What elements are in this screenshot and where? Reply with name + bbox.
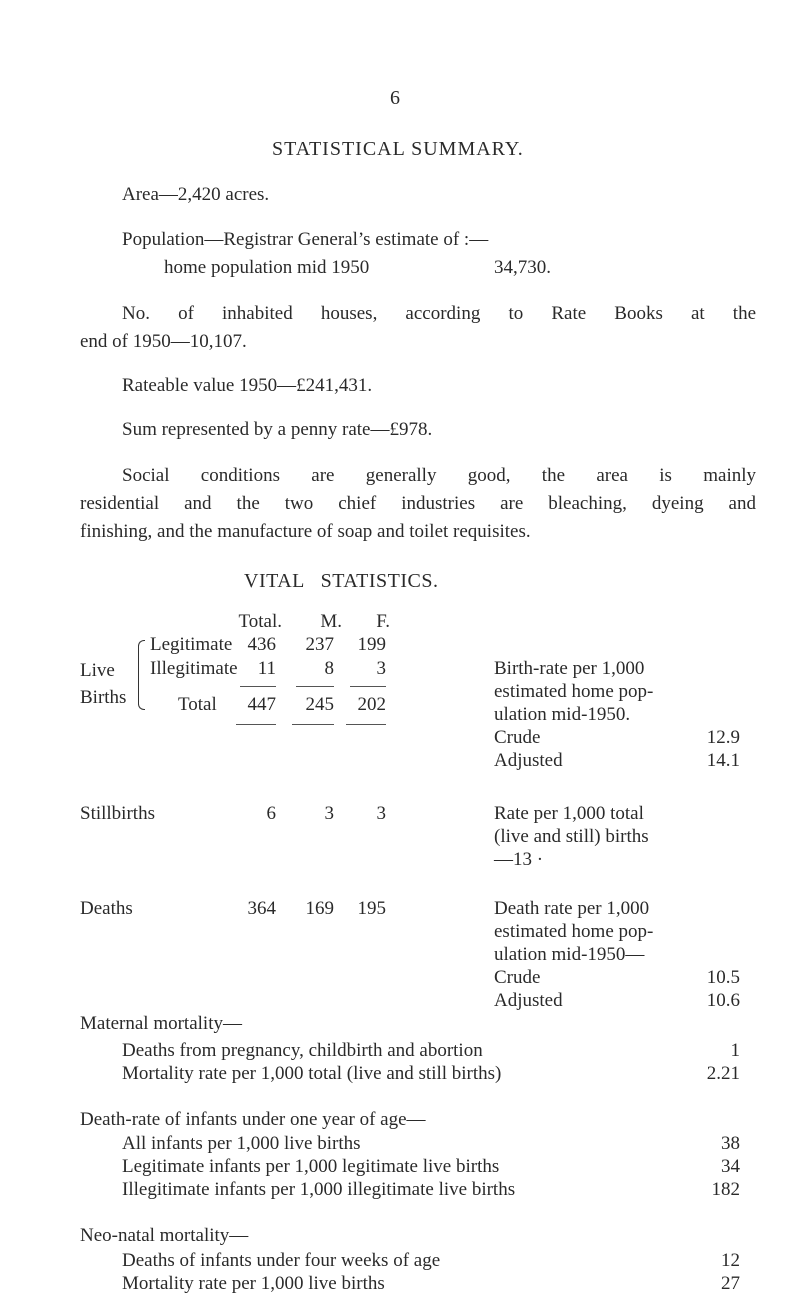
maternal-row-label: Deaths from pregnancy, childbirth and abortion (122, 1040, 483, 1061)
vital-statistics-title: VITAL STATISTICS. (244, 570, 439, 592)
houses-line-2: end of 1950—10,107. (80, 331, 247, 352)
stillbirth-rate-line-2: (live and still) births (494, 826, 649, 847)
birth-adjusted-value: 14.1 (706, 750, 740, 771)
population-value: 34,730. (494, 257, 551, 278)
birth-crude-value: 12.9 (706, 727, 740, 748)
infant-row-label: Legitimate infants per 1,000 legitimate live births (122, 1156, 500, 1177)
death-adjusted-value: 10.6 (706, 990, 740, 1011)
infant-row-value: 38 (721, 1133, 740, 1154)
divider (292, 724, 334, 725)
infant-heading: Death-rate of infants under one year of age— (80, 1109, 426, 1130)
infant-row-label: Illegitimate infants per 1,000 illegitimate live births (122, 1179, 516, 1200)
neonatal-row-value: 27 (721, 1273, 740, 1294)
deaths-total: 364 (247, 898, 276, 919)
birth-rate-line-1: Birth-rate per 1,000 (494, 658, 645, 679)
legitimate-label: Legitimate (150, 634, 233, 655)
neonatal-row-value: 12 (721, 1250, 740, 1271)
illegitimate-total: 11 (257, 658, 276, 679)
deaths-female: 195 (357, 898, 386, 919)
stillbirths-male: 3 (324, 803, 334, 824)
stillbirths-female: 3 (376, 803, 386, 824)
stillbirth-rate-line-3: —13 · (494, 849, 544, 870)
neonatal-heading: Neo-natal mortality— (80, 1225, 249, 1246)
infant-row-value: 182 (711, 1179, 740, 1200)
population-line-1: Population—Registrar General’s estimate of :— (122, 229, 489, 250)
stillbirths-total: 6 (266, 803, 276, 824)
deaths-label: Deaths (80, 898, 133, 919)
legitimate-female: 199 (357, 634, 386, 655)
header-female: F. (376, 611, 390, 632)
death-adjusted-label: Adjusted (494, 990, 563, 1011)
infant-row-value: 34 (721, 1156, 740, 1177)
legitimate-male: 237 (305, 634, 334, 655)
divider (236, 724, 276, 725)
illegitimate-female: 3 (376, 658, 386, 679)
area-line: Area—2,420 acres. (122, 184, 270, 205)
birth-adjusted-label: Adjusted (494, 750, 563, 771)
header-male: M. (320, 611, 342, 632)
maternal-row-value: 2.21 (706, 1063, 740, 1084)
page-number: 6 (390, 87, 400, 109)
header-total: Total. (238, 611, 282, 632)
rateable-value-line: Rateable value 1950—£241,431. (122, 375, 373, 396)
births-total-female: 202 (357, 694, 386, 715)
maternal-row-label: Mortality rate per 1,000 total (live and still births) (122, 1063, 502, 1084)
houses-line-1: No. of inhabited houses, according to Rate Books at the (122, 303, 756, 324)
legitimate-total: 436 (247, 634, 276, 655)
maternal-row-value: 1 (730, 1040, 740, 1061)
death-crude-label: Crude (494, 967, 541, 988)
social-line-2: residential and the two chief industries are bleaching, dyeing and (80, 493, 756, 514)
illegitimate-male: 8 (324, 658, 334, 679)
page-title: STATISTICAL SUMMARY. (272, 138, 524, 160)
death-rate-line-2: estimated home pop- (494, 921, 654, 942)
live-births-label-2: Births (80, 687, 127, 708)
social-line-1: Social conditions are generally good, the area is mainly (122, 465, 756, 486)
stillbirth-rate-line-1: Rate per 1,000 total (494, 803, 644, 824)
maternal-heading: Maternal mortality— (80, 1013, 242, 1034)
birth-crude-label: Crude (494, 727, 541, 748)
divider (350, 686, 386, 687)
birth-rate-line-3: ulation mid-1950. (494, 704, 631, 725)
death-rate-line-3: ulation mid-1950— (494, 944, 645, 965)
live-births-label: Live (80, 660, 115, 681)
births-total-male: 245 (305, 694, 334, 715)
divider (296, 686, 334, 687)
birth-rate-line-2: estimated home pop- (494, 681, 654, 702)
death-crude-value: 10.5 (706, 967, 740, 988)
penny-rate-line: Sum represented by a penny rate—£978. (122, 419, 433, 440)
stillbirths-label: Stillbirths (80, 803, 155, 824)
births-total-label: Total (178, 694, 217, 715)
illegitimate-label: Illegitimate (150, 658, 238, 679)
brace (138, 640, 145, 710)
neonatal-row-label: Mortality rate per 1,000 live births (122, 1273, 385, 1294)
population-line-2: home population mid 1950 (164, 257, 370, 278)
neonatal-row-label: Deaths of infants under four weeks of age (122, 1250, 441, 1271)
births-total-total: 447 (247, 694, 276, 715)
deaths-male: 169 (305, 898, 334, 919)
death-rate-line-1: Death rate per 1,000 (494, 898, 650, 919)
divider (240, 686, 276, 687)
divider (346, 724, 386, 725)
infant-row-label: All infants per 1,000 live births (122, 1133, 361, 1154)
social-line-3: finishing, and the manufacture of soap and toilet requisites. (80, 521, 531, 542)
